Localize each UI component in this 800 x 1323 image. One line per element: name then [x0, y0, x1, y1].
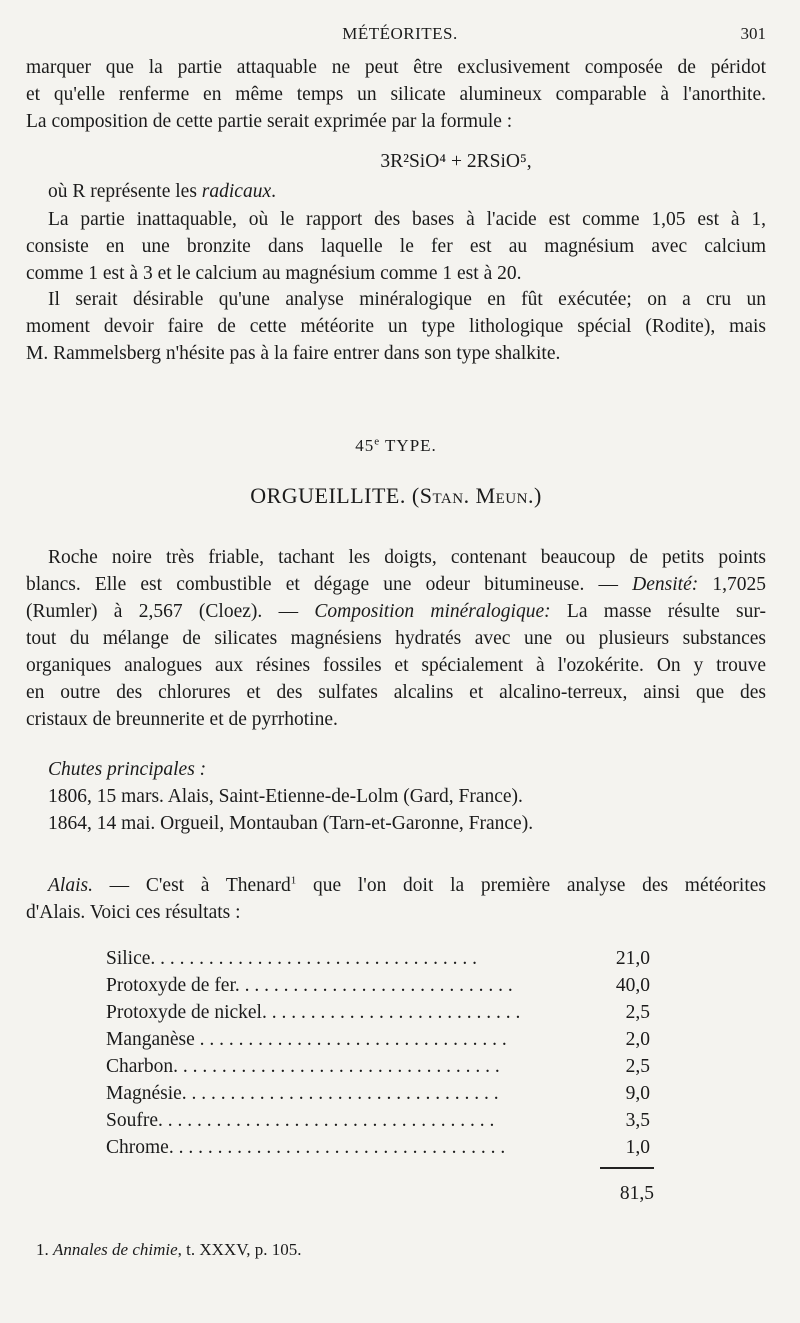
component-label: Silice. . . . . . . . . . . . . . . . . . . . . . . . . . . . . . . . . .: [106, 948, 478, 969]
type-heading: [26, 432, 766, 459]
paragraph-anorthite: [26, 54, 766, 135]
text-line: comme 1 est à 3 et le calcium au magnésium comme 1 est à 20.: [26, 263, 522, 284]
table-row: [106, 1107, 650, 1134]
falls-section: [26, 756, 766, 837]
paragraph-bronzite: [26, 206, 766, 287]
mineral-name: ORGUEILLITE. (: [250, 483, 420, 508]
radicals-line: [26, 178, 766, 205]
text-span: où R représente les: [48, 181, 202, 202]
text-line: La composition de cette partie serait exprimée par la formule :: [26, 111, 513, 132]
component-label: Protoxyde de fer. . . . . . . . . . . . . . . . . . . . . . . . . . . . .: [106, 975, 513, 996]
fall-entry: 1864, 14 mai. Orgueil, Montauban (Tarn-et-Garonne, France).: [48, 813, 534, 834]
component-value: 9,0: [625, 1083, 650, 1104]
text-line: organiques analogues aux résines fossiles et spécialement à l'ozokérite. On y trouve: [26, 655, 766, 676]
italic-term: radicaux: [201, 181, 272, 202]
text-line: [26, 571, 766, 598]
text-span: .: [271, 181, 276, 202]
component-value: 2,5: [625, 1056, 650, 1077]
italic-term: Densité:: [632, 574, 699, 595]
table-row: [106, 1053, 650, 1080]
text-span: 1,7025: [698, 574, 766, 595]
fall-entry: 1806, 15 mars. Alais, Saint-Etienne-de-Lolm (Gard, France).: [48, 786, 523, 807]
paragraph-alais: [26, 872, 766, 926]
text-span: ): [533, 483, 542, 508]
italic-term: Chutes principales :: [48, 759, 207, 780]
italic-term: Annales de chimie: [53, 1240, 178, 1259]
paragraph-rammelsberg: [26, 286, 766, 367]
footnote-ref: 1: [290, 874, 297, 887]
text-line: Roche noire très friable, tachant les doigts, contenant beaucoup de petits points: [48, 547, 766, 568]
table-row: [106, 945, 650, 972]
footnote-number: 1.: [36, 1240, 49, 1259]
component-label: Charbon. . . . . . . . . . . . . . . . . . . . . . . . . . . . . . . . . .: [106, 1056, 500, 1077]
component-label: Protoxyde de nickel. . . . . . . . . . . . . . . . . . . . . . . . . . .: [106, 1002, 521, 1023]
text-line: M. Rammelsberg n'hésite pas à la faire entrer dans son type shalkite.: [26, 343, 561, 364]
italic-term: Alais.: [48, 875, 93, 896]
falls-heading: [26, 756, 766, 783]
text-span: blancs. Elle est combustible et dégage une odeur bitumineuse. —: [26, 574, 633, 595]
mineral-author: Stan. Meun.: [419, 483, 534, 508]
component-label: Magnésie. . . . . . . . . . . . . . . . . . . . . . . . . . . . . . . . .: [106, 1083, 499, 1104]
sum-rule: [600, 1167, 654, 1169]
table-row: [106, 999, 650, 1026]
text-line: cristaux de breunnerite et de pyrrhotine.: [26, 709, 338, 730]
table-row: [106, 1080, 650, 1107]
total-value: 81,5: [619, 1183, 654, 1204]
component-value: 3,5: [625, 1110, 650, 1131]
text-line: moment devoir faire de cette météorite un type lithologique spécial (Rodite), mais: [26, 316, 766, 337]
text-line: tout du mélange de silicates magnésiens hydratés avec une ou plusieurs substances: [26, 628, 766, 649]
paragraph-description: [26, 544, 766, 733]
text-span: , t. XXXV, p. 105.: [177, 1240, 302, 1259]
chemical-formula: 3R²SiO⁴ + 2RSiO⁵,: [380, 151, 532, 172]
text-span: — C'est à Thenard: [92, 875, 291, 896]
component-value: 1,0: [625, 1137, 650, 1158]
italic-term: Composition minéralogique:: [314, 601, 551, 622]
page-number: 301: [740, 24, 766, 43]
mineral-heading: [26, 482, 766, 509]
component-label: Soufre. . . . . . . . . . . . . . . . . . . . . . . . . . . . . . . . . . .: [106, 1110, 495, 1131]
component-value: 2,5: [625, 1002, 650, 1023]
running-header: [0, 24, 800, 46]
text-line: consiste en une bronzite dans laquelle le fer est au magnésium avec calcium: [26, 236, 766, 257]
running-title: MÉTÉORITES.: [342, 24, 458, 43]
text-line: [26, 872, 766, 899]
text-line: La partie inattaquable, où le rapport des bases à l'acide est comme 1,05 est à 1,: [48, 209, 766, 230]
text-span: (Rumler) à 2,567 (Cloez). —: [26, 601, 315, 622]
component-value: 2,0: [625, 1029, 650, 1050]
analysis-table: [106, 945, 650, 1161]
table-row: [106, 972, 650, 999]
table-row: [106, 1026, 650, 1053]
component-value: 21,0: [615, 948, 650, 969]
type-number: 45: [355, 436, 375, 455]
text-line: marquer que la partie attaquable ne peut être exclusivement composée de péridot: [26, 57, 766, 78]
component-label: Chrome. . . . . . . . . . . . . . . . . . . . . . . . . . . . . . . . . . .: [106, 1137, 506, 1158]
text-span: La masse résulte sur-: [550, 601, 766, 622]
type-superscript: e: [374, 435, 381, 448]
text-span: que l'on doit la première analyse des météorites: [296, 875, 767, 896]
footnote: [36, 1240, 302, 1260]
text-line: en outre des chlorures et des sulfates alcalins et alcalino-terreux, ainsi que des: [26, 682, 766, 703]
text-line: d'Alais. Voici ces résultats :: [26, 902, 241, 923]
component-label: Manganèse . . . . . . . . . . . . . . . . . . . . . . . . . . . . . . . .: [106, 1029, 507, 1050]
text-line: et qu'elle renferme en même temps un silicate alumineux comparable à l'anorthite.: [26, 84, 766, 105]
text-line: [26, 598, 766, 625]
text-line: Il serait désirable qu'une analyse minéralogique en fût exécutée; on a cru un: [48, 289, 766, 310]
table-row: [106, 1134, 650, 1161]
type-word: TYPE.: [385, 436, 437, 455]
component-value: 40,0: [615, 975, 650, 996]
